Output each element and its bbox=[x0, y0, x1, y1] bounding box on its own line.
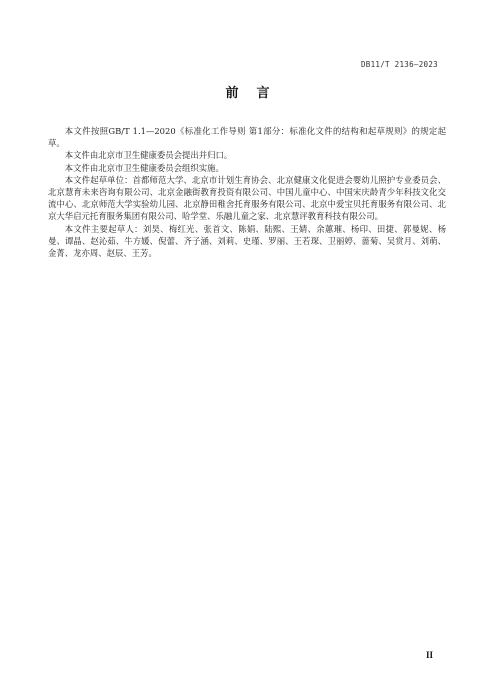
document-code: DB11/T 2136—2023 bbox=[360, 60, 438, 69]
page-number: II bbox=[425, 650, 433, 660]
page-title: 前言 bbox=[225, 86, 288, 101]
paragraph-drafters: 本文件主要起草人：刘昊、梅红光、张首文、陈娟、陆熙、王婧、余蕙璀、杨印、田捷、郭曼妮、杨曼、谭晶、赵沁茹、牛方媛、倪蕾、齐子涵、刘莉、史瑾、罗丽、王若琛、卫丽婷、蔷菊、吴赏月、刘萌、金菁、龙亦周、赵辰、王芳。 bbox=[48, 223, 446, 259]
paragraph-drafting-units: 本文件起草单位：首都师范大学、北京市计划生育协会、北京健康文化促进会婴幼儿照护专业委员会、北京慧育未来咨询有限公司、北京金融街教育投资有限公司、中国儿童中心、中国宋庆龄青少年科技文化交流中心、北京师范大学实验幼儿园、北京静田稚舍托育服务有限公司、北京中爱宝贝托育服务有限公司、北京大华启元托育服务集团有限公司、哈学堂、乐融儿童之家、北京慧评教育科技有限公司。 bbox=[48, 174, 446, 222]
paragraph-drafting-rules: 本文件按照GB/T 1.1—2020《标准化工作导则 第1部分：标准化文件的结构和起草规则》的规定起草。 bbox=[48, 126, 446, 149]
body-text bbox=[48, 125, 446, 259]
paragraph-proposer: 本文件由北京市卫生健康委员会提出并归口。 bbox=[64, 150, 233, 161]
paragraph-implementer: 本文件由北京市卫生健康委员会组织实施。 bbox=[64, 162, 224, 173]
